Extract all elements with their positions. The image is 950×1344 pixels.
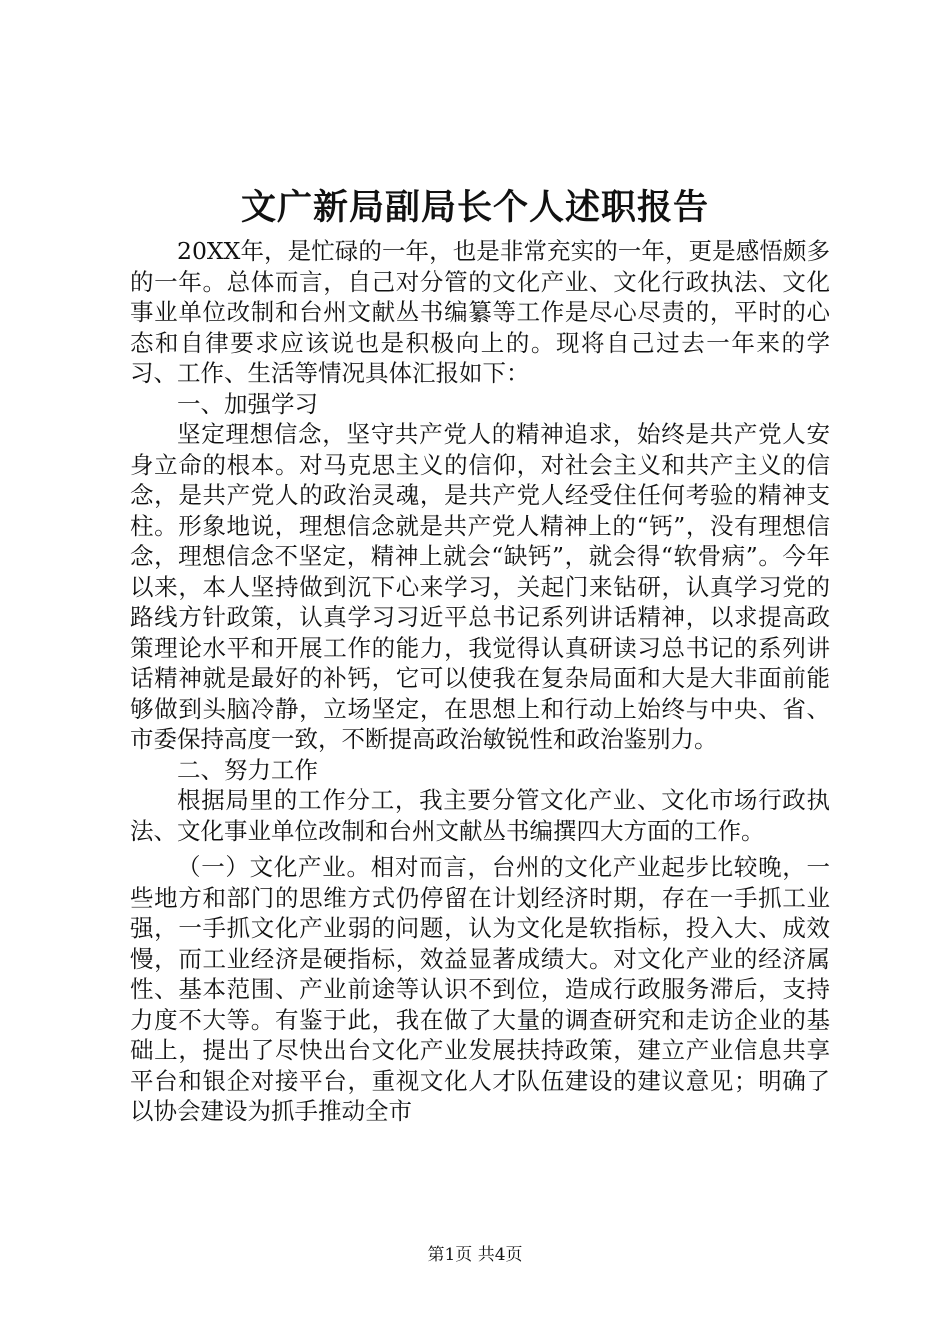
section-heading-study: 一、加强学习 xyxy=(177,389,318,418)
document-title: 文广新局副局长个人述职报告 xyxy=(240,187,709,228)
intro-paragraph: 20XX年，是忙碌的一年，也是非常充实的一年，更是感悟颇多的一年。总体而言，自己对分管的文化产业、文化行政执法、文化事业单位改制和台州文献丛书编纂等工作是尽心尽责的，平时的心态和自律要求应该说也是积极向上的。现将自己过去一年来的学习、工作、生活等情况具体汇报如下： xyxy=(130,237,830,387)
work-paragraph: 根据局里的工作分工，我主要分管文化产业、文化市场行政执法、文化事业单位改制和台州文献丛书编撰四大方面的工作。 xyxy=(130,786,830,845)
culture-industry-paragraph: （一）文化产业。相对而言，台州的文化产业起步比较晚，一些地方和部门的思维方式仍停留在计划经济时期，存在一手抓工业强，一手抓文化产业弱的问题，认为文化是软指标，投入大、成效慢，而工业经济是硬指标，效益显著成绩大。对文化产业的经济属性、基本范围、产业前途等认识不到位，造成行政服务滞后，支持力度不大等。有鉴于此，我在做了大量的调查研究和走访企业的基础上，提出了尽快出台文化产业发展扶持政策，建立产业信息共享平台和银企对接平台，重视文化人才队伍建设的建议意见；明确了以协会建设为抓手推动全市 xyxy=(130,853,830,1125)
study-paragraph: 坚定理想信念，坚守共产党人的精神追求，始终是共产党人安身立命的根本。对马克思主义的信仰，对社会主义和共产主义的信念，是共产党人的政治灵魂，是共产党人经受住任何考验的精神支柱。形象地说，理想信念就是共产党人精神上的“钙”，没有理想信念，理想信念不坚定，精神上就会“缺钙”，就会得“软骨病”。今年以来，本人坚持做到沉下心来学习，关起门来钻研，认真学习党的路线方针政策，认真学习习近平总书记系列讲话精神，以求提高政策理论水平和开展工作的能力，我觉得认真研读习总书记的系列讲话精神就是最好的补钙，它可以使我在复杂局面和大是大非面前能够做到头脑冷静，立场坚定，在思想上和行动上始终与中央、省、市委保持高度一致，不断提高政治敏锐性和政治鉴别力。 xyxy=(130,420,830,753)
document-body xyxy=(130,236,830,1127)
page-footer: 第1页 共4页 xyxy=(427,1245,523,1265)
section-heading-work: 二、努力工作 xyxy=(177,755,318,784)
